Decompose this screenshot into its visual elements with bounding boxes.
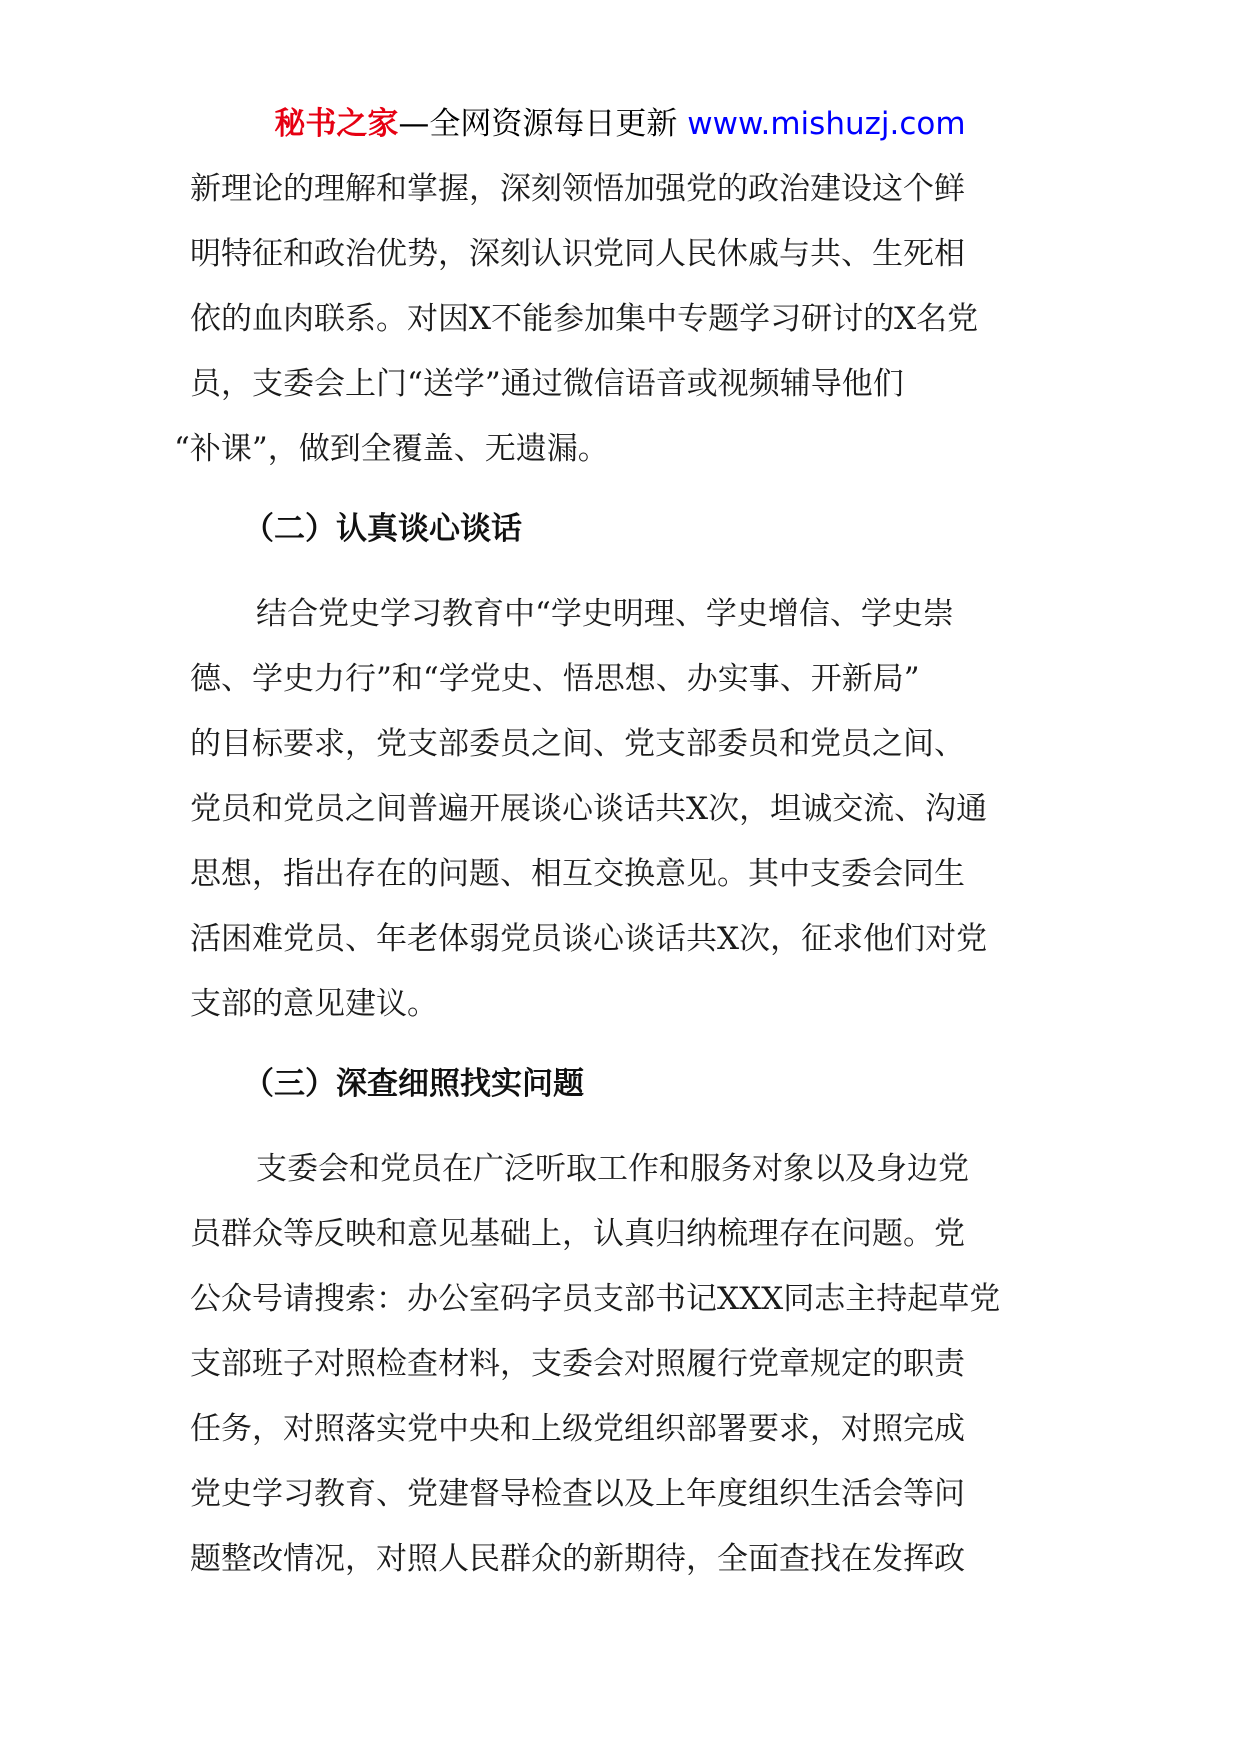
paragraph-line: 支委会和党员在广泛听取工作和服务对象以及身边党 <box>256 1151 969 1187</box>
paragraph-line: 题整改情况，对照人民群众的新期待，全面查找在发挥政 <box>190 1541 965 1577</box>
paragraph-line: 支部班子对照检查材料，支委会对照履行党章规定的职责 <box>190 1346 965 1382</box>
paragraph-line: 党史学习教育、党建督导检查以及上年度组织生活会等问 <box>190 1476 965 1512</box>
paragraph-line: 依的血肉联系。对因X不能参加集中专题学习研讨的X名党 <box>190 301 979 337</box>
paragraph-line: 党员和党员之间普遍开展谈心谈话共X次，坦诚交流、沟通 <box>190 791 988 827</box>
paragraph-line: 的目标要求，党支部委员之间、党支部委员和党员之间、 <box>190 726 965 762</box>
paragraph-line: 任务，对照落实党中央和上级党组织部署要求，对照完成 <box>190 1411 965 1447</box>
paragraph-line: 支部的意见建议。 <box>190 986 438 1022</box>
site-header <box>0 100 1240 148</box>
paragraph-line: “补课”，做到全覆盖、无遗漏。 <box>174 431 609 467</box>
header-tagline: —全网资源每日更新 <box>398 106 688 142</box>
paragraph-line: 新理论的理解和掌握，深刻领悟加强党的政治建设这个鲜 <box>190 171 965 207</box>
site-url-link[interactable]: www.mishuzj.com <box>687 106 966 142</box>
section-heading: （二）认真谈心谈话 <box>243 511 522 547</box>
paragraph-line: 思想，指出存在的问题、相互交换意见。其中支委会同生 <box>190 856 965 892</box>
section-heading: （三）深查细照找实问题 <box>243 1066 584 1102</box>
paragraph-line: 公众号请搜索：办公室码字员支部书记XXX同志主持起草党 <box>190 1281 1001 1317</box>
paragraph-line: 员，支委会上门“送学”通过微信语音或视频辅导他们 <box>190 366 904 402</box>
paragraph-line: 德、学史力行”和“学党史、悟思想、办实事、开新局” <box>190 661 920 697</box>
paragraph-line: 结合党史学习教育中“学史明理、学史增信、学史崇 <box>256 596 954 632</box>
brand-name: 秘书之家 <box>274 106 399 142</box>
paragraph-line: 明特征和政治优势，深刻认识党同人民休戚与共、生死相 <box>190 236 965 272</box>
paragraph-line: 活困难党员、年老体弱党员谈心谈话共X次，征求他们对党 <box>190 921 988 957</box>
paragraph-line: 员群众等反映和意见基础上，认真归纳梳理存在问题。党 <box>190 1216 965 1252</box>
